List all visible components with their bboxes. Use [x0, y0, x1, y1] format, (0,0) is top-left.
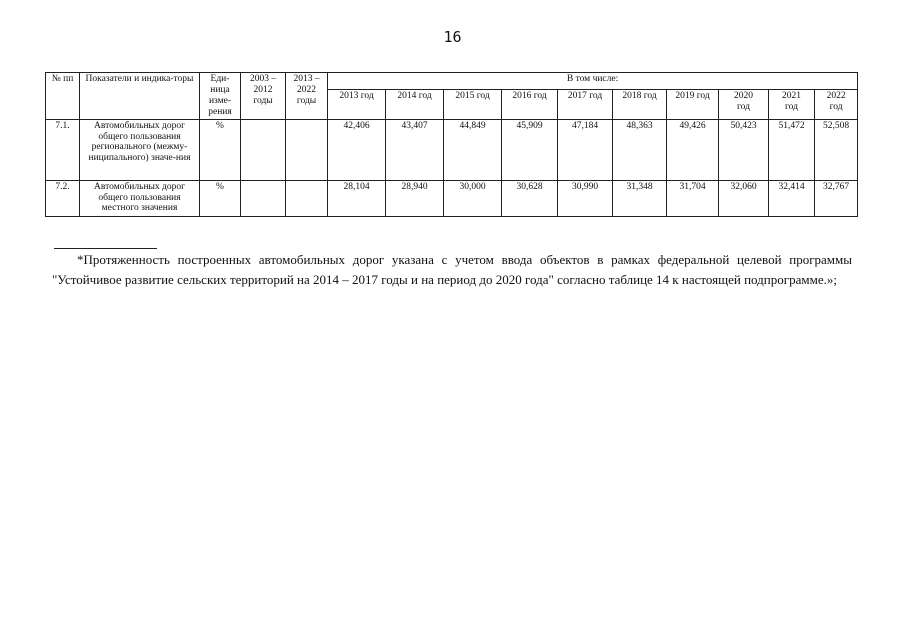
header-year-text: 2019 год — [675, 90, 710, 101]
table-row — [46, 120, 858, 181]
page-number: 16 — [443, 28, 462, 46]
header-year-text: 2017 год — [567, 90, 603, 101]
row-year-value: 32,767 — [815, 181, 858, 217]
header-indicator: Показатели и индика-торы — [80, 73, 200, 120]
footnote-rule — [54, 248, 157, 249]
row-unit: % — [200, 120, 241, 181]
row-indicator-name: Автомобильных дорог общего пользования регионального (межму-ниципального) значе-ния — [80, 120, 200, 181]
header-year — [502, 89, 558, 119]
row-year-value: 42,406 — [328, 120, 386, 181]
row-year-value: 45,909 — [502, 120, 558, 181]
row-year-value: 49,426 — [667, 120, 719, 181]
header-num: № пп — [46, 73, 80, 120]
row-year-value: 28,940 — [386, 181, 444, 217]
row-period-2013-2022 — [286, 181, 328, 217]
header-year-text: год — [829, 101, 843, 112]
row-period-2003-2012 — [241, 181, 286, 217]
row-year-value: 32,060 — [719, 181, 769, 217]
row-year-value: 31,704 — [667, 181, 719, 217]
row-year-value: 43,407 — [386, 120, 444, 181]
row-year-value: 51,472 — [769, 120, 815, 181]
table-body — [46, 120, 858, 217]
header-year-text: год — [785, 101, 798, 112]
row-unit: % — [200, 181, 241, 217]
row-year-value: 30,628 — [502, 181, 558, 217]
row-year-value: 50,423 — [719, 120, 769, 181]
header-year — [444, 89, 502, 119]
row-indicator-name: Автомобильных дорог общего пользования местного значения — [80, 181, 200, 217]
header-year — [769, 89, 815, 119]
header-period-2003-2012: 2003 – 2012 годы — [241, 73, 286, 120]
header-including: В том числе: — [328, 73, 858, 90]
table-row — [46, 181, 858, 217]
row-period-2013-2022 — [286, 120, 328, 181]
row-year-value: 32,414 — [769, 181, 815, 217]
row-year-value: 28,104 — [328, 181, 386, 217]
row-number: 7.2. — [46, 181, 80, 217]
header-unit: Еди-ница изме-рения — [200, 73, 241, 120]
header-year-text: 2021 — [782, 90, 801, 101]
row-period-2003-2012 — [241, 120, 286, 181]
header-year — [558, 89, 613, 119]
row-year-value: 30,990 — [558, 181, 613, 217]
header-year — [667, 89, 719, 119]
row-year-value: 30,000 — [444, 181, 502, 217]
header-year-text: 2016 год — [512, 90, 547, 101]
row-year-value: 47,184 — [558, 120, 613, 181]
row-number: 7.1. — [46, 120, 80, 181]
row-year-value: 48,363 — [613, 120, 667, 181]
header-year — [719, 89, 769, 119]
header-year-text: 2014 год — [397, 90, 432, 101]
row-year-value: 44,849 — [444, 120, 502, 181]
header-year-text: 2020 — [734, 90, 753, 101]
header-year-text: 2013 год — [339, 90, 374, 101]
header-year-text: 2018 год — [622, 90, 657, 101]
header-year-text: год — [737, 101, 750, 112]
indicators-table — [45, 72, 858, 217]
footnote: *Протяженность построенных автомобильных дорог указана с учетом ввода объектов в рамках федеральной целевой программы "Устойчивое развитие сельских территорий на 2014 – 2017 годы и на период до 2020 года" согласно таблице 14 к настоящей подпрограмме.»; — [52, 252, 852, 287]
header-year — [613, 89, 667, 119]
header-year — [328, 89, 386, 119]
row-year-value: 31,348 — [613, 181, 667, 217]
header-year — [386, 89, 444, 119]
row-year-value: 52,508 — [815, 120, 858, 181]
header-period-2013-2022: 2013 – 2022 годы — [286, 73, 328, 120]
header-year-text: 2022 — [826, 90, 846, 101]
header-year — [815, 89, 858, 119]
header-year-text: 2015 год — [455, 90, 490, 101]
